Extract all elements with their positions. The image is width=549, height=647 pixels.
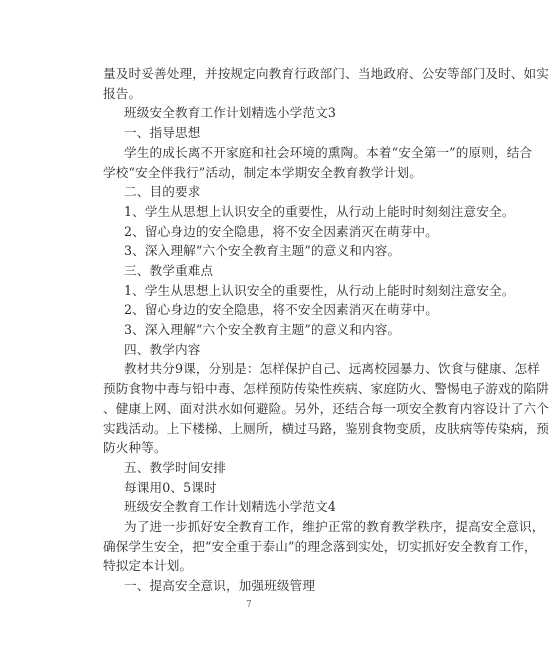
list-item: 1、学生从思想上认识安全的重要性，从行动上能时时刻刻注意安全。: [124, 203, 515, 219]
list-item: 2、留心身边的安全隐患，将不安全因素消灭在萌芽中。: [124, 302, 439, 318]
heading: 二、目的要求: [124, 184, 201, 200]
heading: 四、教学内容: [124, 341, 201, 357]
text-line: 确保学生安全，把“安全重于泰山”的理念落到实处，切实抓好安全教育工作，: [103, 538, 537, 554]
text-line: 教材共分9课，分别是：怎样保护自己、远离校园暴力、饮食与健康、怎样: [124, 361, 540, 377]
section-title: 班级安全教育工作计划精选小学范文4: [124, 499, 337, 515]
page-number: 7: [246, 600, 252, 610]
text-line: 报告。: [103, 85, 142, 101]
text-line: 学生的成长离不开家庭和社会环境的熏陶。本着“安全第一”的原则，结合: [124, 144, 533, 160]
section-title: 班级安全教育工作计划精选小学范文3: [124, 105, 337, 121]
text-line: 特拟定本计划。: [103, 558, 193, 574]
text-line: 预防食物中毒与铅中毒、怎样预防传染性疾病、家庭防火、警惕电子游戏的陷阱: [103, 381, 549, 397]
text-line: 为了进一步抓好安全教育工作，维护正常的教育教学秩序，提高安全意识，: [124, 518, 545, 534]
text-line: 学校“安全伴我行”活动，制定本学期安全教育教学计划。: [103, 164, 423, 180]
heading: 三、教学重难点: [124, 262, 214, 278]
list-item: 3、深入理解“六个安全教育主题”的意义和内容。: [124, 322, 401, 337]
text-line: 量及时妥善处理，并按规定向教育行政部门、当地政府、公安等部门及时、如实: [103, 66, 549, 81]
list-item: 2、留心身边的安全隐患，将不安全因素消灭在萌芽中。: [124, 223, 439, 239]
text-line: 每课用0、5课时: [124, 479, 217, 495]
text-line: 实践活动。上下楼梯、上厕所，横过马路，鉴别食物变质，皮肤病等传染病，预: [103, 420, 549, 436]
heading: 一、提高安全意识，加强班级管理: [124, 578, 316, 593]
heading: 一、指导思想: [124, 125, 201, 141]
text-line: 防火种等。: [103, 440, 167, 456]
list-item: 3、深入理解“六个安全教育主题”的意义和内容。: [124, 243, 401, 259]
text-line: 、健康上网、面对洪水如何避险。另外，还结合每一项安全教育内容设计了六个: [103, 400, 549, 416]
list-item: 1、学生从思想上认识安全的重要性，从行动上能时时刻刻注意安全。: [124, 282, 515, 298]
heading: 五、教学时间安排: [124, 459, 226, 475]
